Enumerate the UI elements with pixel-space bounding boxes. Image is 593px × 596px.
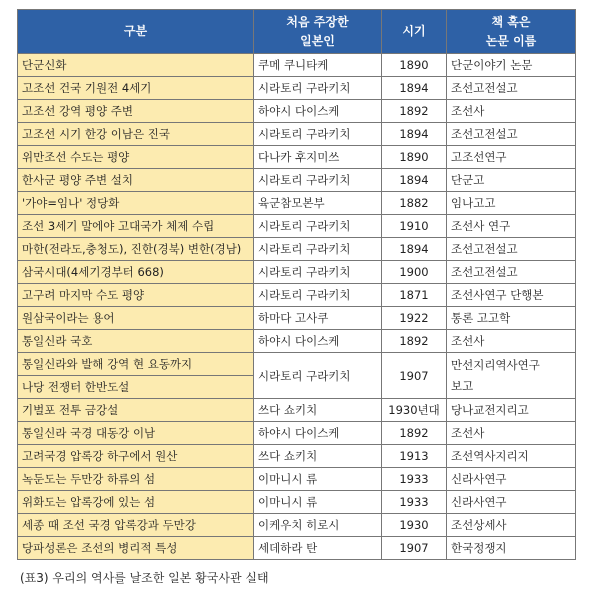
source-cell: 조선고전설고 [447,238,576,261]
claim-cell [18,284,254,307]
year-cell: 1933 [382,468,447,491]
claim-cell [18,514,254,537]
claim-cell [18,399,254,422]
year-cell: 1871 [382,284,447,307]
person-cell: 쿠메 쿠니타케 [254,54,382,77]
column-header-3: 시기 [382,10,447,54]
year-cell: 1894 [382,123,447,146]
source-cell: 통론 고고학 [447,307,576,330]
year-cell: 1894 [382,77,447,100]
claim-text: 통일신라 국경 대동강 이남 [22,426,156,440]
year-cell: 1907 [382,353,447,399]
person-cell: 다나카 후지미쓰 [254,146,382,169]
claim-cell [18,307,254,330]
year-cell: 1892 [382,100,447,123]
table-row [18,468,576,491]
year-cell: 1910 [382,215,447,238]
claim-text: 단군신화 [22,58,67,72]
source-cell: 조선고전설고 [447,123,576,146]
table-row [18,146,576,169]
claim-cell [18,238,254,261]
table-body [18,54,576,560]
claim-text: 위만조선 수도는 평양 [22,150,130,164]
table-caption: (표3) 우리의 역사를 날조한 일본 황국사관 실태 [20,571,269,585]
claim-text: 고조선 시기 한강 이남은 진국 [22,127,170,141]
source-cell: 단군고 [447,169,576,192]
year-cell: 1894 [382,169,447,192]
claim-text: 고구려 마지막 수도 평양 [22,288,145,302]
source-cell: 신라사연구 [447,491,576,514]
claim-text: 통일신라 국호 [22,334,93,348]
claim-text: 당파성론은 조선의 병리적 특성 [22,541,178,555]
year-cell: 1913 [382,445,447,468]
claim-cell [18,100,254,123]
claim-cell [18,353,254,399]
table-row [18,330,576,353]
year-cell: 1930년대 [382,399,447,422]
claim-cell [18,445,254,468]
source-cell: 만선지리역사연구 보고 [447,353,576,399]
document [17,9,577,560]
claim-cell [18,146,254,169]
claim-cell [18,537,254,560]
claim-cell [18,330,254,353]
person-cell: 시라토리 구라키치 [254,123,382,146]
table-row [18,238,576,261]
person-cell: 하야시 다이스케 [254,330,382,353]
year-cell: 1892 [382,422,447,445]
claim-text: 마한(전라도,충청도), 진한(경북) 변한(경남) [22,242,242,256]
person-cell: 이케우치 히로시 [254,514,382,537]
year-cell: 1922 [382,307,447,330]
claim-cell [18,215,254,238]
person-cell: 시라토리 구라키치 [254,261,382,284]
table-row [18,284,576,307]
table-row [18,307,576,330]
year-cell: 1907 [382,537,447,560]
person-cell: 시라토리 구라키치 [254,353,382,399]
source-cell: 조선사 연구 [447,215,576,238]
source-cell: 조선사연구 단행본 [447,284,576,307]
table-row [18,514,576,537]
history-fabrication-table [17,9,576,560]
year-cell: 1892 [382,330,447,353]
claim-text: 고조선 강역 평양 주변 [22,104,133,118]
table-row [18,77,576,100]
table-row [18,353,576,399]
source-cell: 임나고고 [447,192,576,215]
source-cell: 조선사 [447,100,576,123]
claim-cell [18,491,254,514]
claim-text: '가야=임나' 정당화 [22,196,120,210]
table-row [18,491,576,514]
person-cell: 하야시 다이스케 [254,422,382,445]
table-row [18,100,576,123]
claim-cell [18,261,254,284]
claim-cell [18,54,254,77]
table-row [18,537,576,560]
person-cell: 쓰다 쇼키치 [254,399,382,422]
claim-text: 통일신라와 발해 강역 현 요동까지 [22,357,193,371]
claim-text: 고려국경 압록강 하구에서 원산 [22,449,178,463]
column-header-4: 책 혹은 논문 이름 [447,10,576,54]
claim-text: 원삼국이라는 용어 [22,311,115,325]
year-cell: 1890 [382,54,447,77]
source-cell: 고조선연구 [447,146,576,169]
source-cell: 신라사연구 [447,468,576,491]
claim-cell [18,422,254,445]
person-cell: 하마다 고사쿠 [254,307,382,330]
person-cell: 쓰다 쇼키치 [254,445,382,468]
year-cell: 1933 [382,491,447,514]
person-cell: 시라토리 구라키치 [254,284,382,307]
person-cell: 이마니시 류 [254,468,382,491]
claim-text: 세종 때 조선 국경 압록강과 두만강 [22,518,196,532]
source-cell: 조선상세사 [447,514,576,537]
person-cell: 시라토리 구라키치 [254,169,382,192]
person-cell: 시라토리 구라키치 [254,238,382,261]
source-cell: 조선고전설고 [447,261,576,284]
claim-text: 삼국시대(4세기경부터 668) [22,265,164,279]
year-cell: 1890 [382,146,447,169]
person-cell: 하야시 다이스케 [254,100,382,123]
source-cell: 당나교전지리고 [447,399,576,422]
column-header-1: 구분 [18,10,254,54]
source-cell: 단군이야기 논문 [447,54,576,77]
claim-text: 기벌포 전투 금강설 [22,403,119,417]
year-cell: 1900 [382,261,447,284]
claim-text: 위화도는 압록강에 있는 섬 [22,495,156,509]
table-row [18,123,576,146]
claim-text: 조선 3세기 말에야 고대국가 체제 수립 [22,219,215,233]
person-cell: 시라토리 구라키치 [254,215,382,238]
table-row [18,399,576,422]
year-cell: 1894 [382,238,447,261]
claim-text: 나당 전쟁터 한반도설 [18,375,253,398]
source-cell: 한국정쟁지 [447,537,576,560]
claim-cell [18,77,254,100]
person-cell: 시라토리 구라키치 [254,77,382,100]
source-cell: 조선사 [447,330,576,353]
table-row [18,261,576,284]
person-cell: 이마니시 류 [254,491,382,514]
person-cell: 육군참모본부 [254,192,382,215]
table-row [18,215,576,238]
claim-cell [18,468,254,491]
year-cell: 1930 [382,514,447,537]
table-row [18,54,576,77]
table-header-row [18,10,576,54]
claim-text: 한사군 평양 주변 설치 [22,173,133,187]
year-cell: 1882 [382,192,447,215]
claim-cell [18,192,254,215]
table-row [18,445,576,468]
claim-cell [18,123,254,146]
table-row [18,192,576,215]
column-header-2: 처음 주장한 일본인 [254,10,382,54]
claim-text: 녹둔도는 두만강 하류의 섬 [22,472,156,486]
source-cell: 조선고전설고 [447,77,576,100]
table-row [18,169,576,192]
claim-cell [18,169,254,192]
source-cell: 조선사 [447,422,576,445]
table-row [18,422,576,445]
claim-text: 고조선 건국 기원전 4세기 [22,81,152,95]
person-cell: 세데하라 탄 [254,537,382,560]
source-cell: 조선역사지리지 [447,445,576,468]
